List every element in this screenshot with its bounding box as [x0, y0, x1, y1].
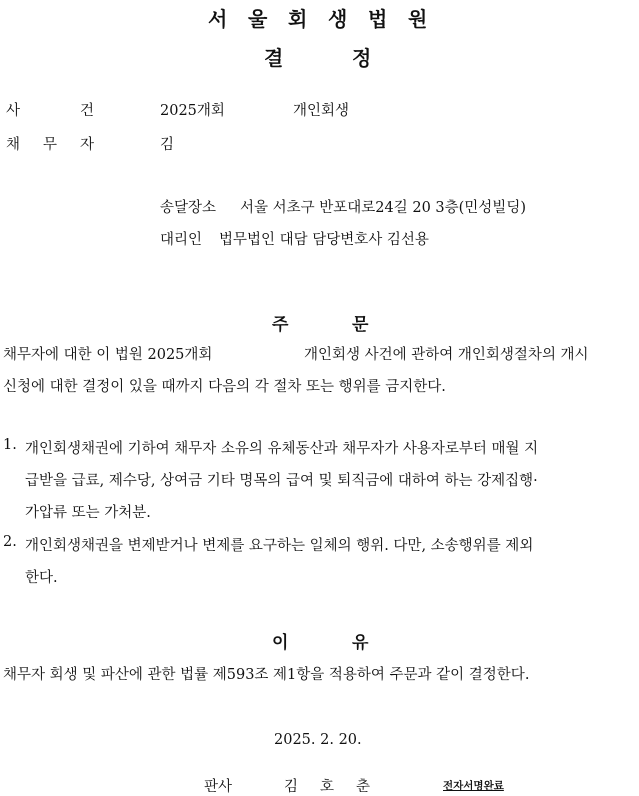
- order-paragraph-line: 신청에 대한 결정이 있을 때까지 다음의 각 절차 또는 행위를 금지한다.: [3, 379, 446, 395]
- case-number: 2025개회: [160, 103, 225, 119]
- service-label: 송달장소: [160, 200, 217, 216]
- judge-name-char: 춘: [356, 779, 371, 795]
- case-label-char: 건: [80, 103, 95, 119]
- order-item-line: 급받을 급료, 제수당, 상여금 기타 명목의 급여 및 퇴직금에 대하여 하는 강제집행·: [25, 473, 538, 489]
- case-name: 개인회생: [293, 103, 350, 119]
- case-label-char: 사: [6, 103, 21, 119]
- debtor-label-char: 무: [43, 137, 58, 153]
- reason-heading-char: 유: [352, 633, 369, 653]
- order-heading-char: 주: [272, 315, 289, 335]
- judge-title: 판사: [204, 779, 233, 795]
- order-item-line: 개인회생채권에 기하여 채무자 소유의 유체동산과 채무자가 사용자로부터 매월 지: [25, 441, 539, 457]
- order-heading-char: 문: [352, 315, 369, 335]
- order-item-line: 한다.: [25, 570, 58, 586]
- court-title-char: 서: [208, 7, 228, 31]
- agent-value: 법무법인 대담 담당변호사 김선용: [219, 232, 429, 248]
- order-item-number: 1.: [3, 437, 17, 453]
- judge-name-char: 김: [284, 779, 299, 795]
- court-title-char: 원: [408, 7, 428, 31]
- order-paragraph-line: 개인회생 사건에 관하여 개인회생절차의 개시: [304, 347, 589, 363]
- reason-heading-char: 이: [272, 633, 289, 653]
- court-title-char: 생: [328, 7, 348, 31]
- court-title-char: 울: [248, 7, 268, 31]
- agent-label: 대리인: [160, 232, 203, 248]
- court-title-char: 법: [368, 7, 388, 31]
- order-item-line: 개인회생채권을 변제받거나 변제를 요구하는 일체의 행위. 다만, 소송행위를 제외: [25, 538, 534, 554]
- order-paragraph-line: 채무자에 대한 이 법원 2025개회: [3, 347, 213, 363]
- debtor-label-char: 채: [6, 137, 21, 153]
- court-title-char: 회: [288, 7, 308, 31]
- decision-date: 2025. 2. 20.: [274, 732, 362, 748]
- judge-name-char: 호: [320, 779, 335, 795]
- service-address: 서울 서초구 반포대로24길 20 3층(민성빌딩): [240, 200, 526, 216]
- document-type-char: 정: [352, 46, 372, 70]
- debtor-label-char: 자: [80, 137, 95, 153]
- order-item-line: 가압류 또는 가처분.: [25, 505, 151, 521]
- debtor-name: 김: [160, 137, 175, 153]
- document-type-char: 결: [264, 46, 284, 70]
- order-item-number: 2.: [3, 534, 17, 550]
- electronic-signature-mark: 전자서명완료: [443, 780, 504, 792]
- reason-text: 채무자 회생 및 파산에 관한 법률 제593조 제1항을 적용하여 주문과 같이 결정한다.: [3, 667, 530, 683]
